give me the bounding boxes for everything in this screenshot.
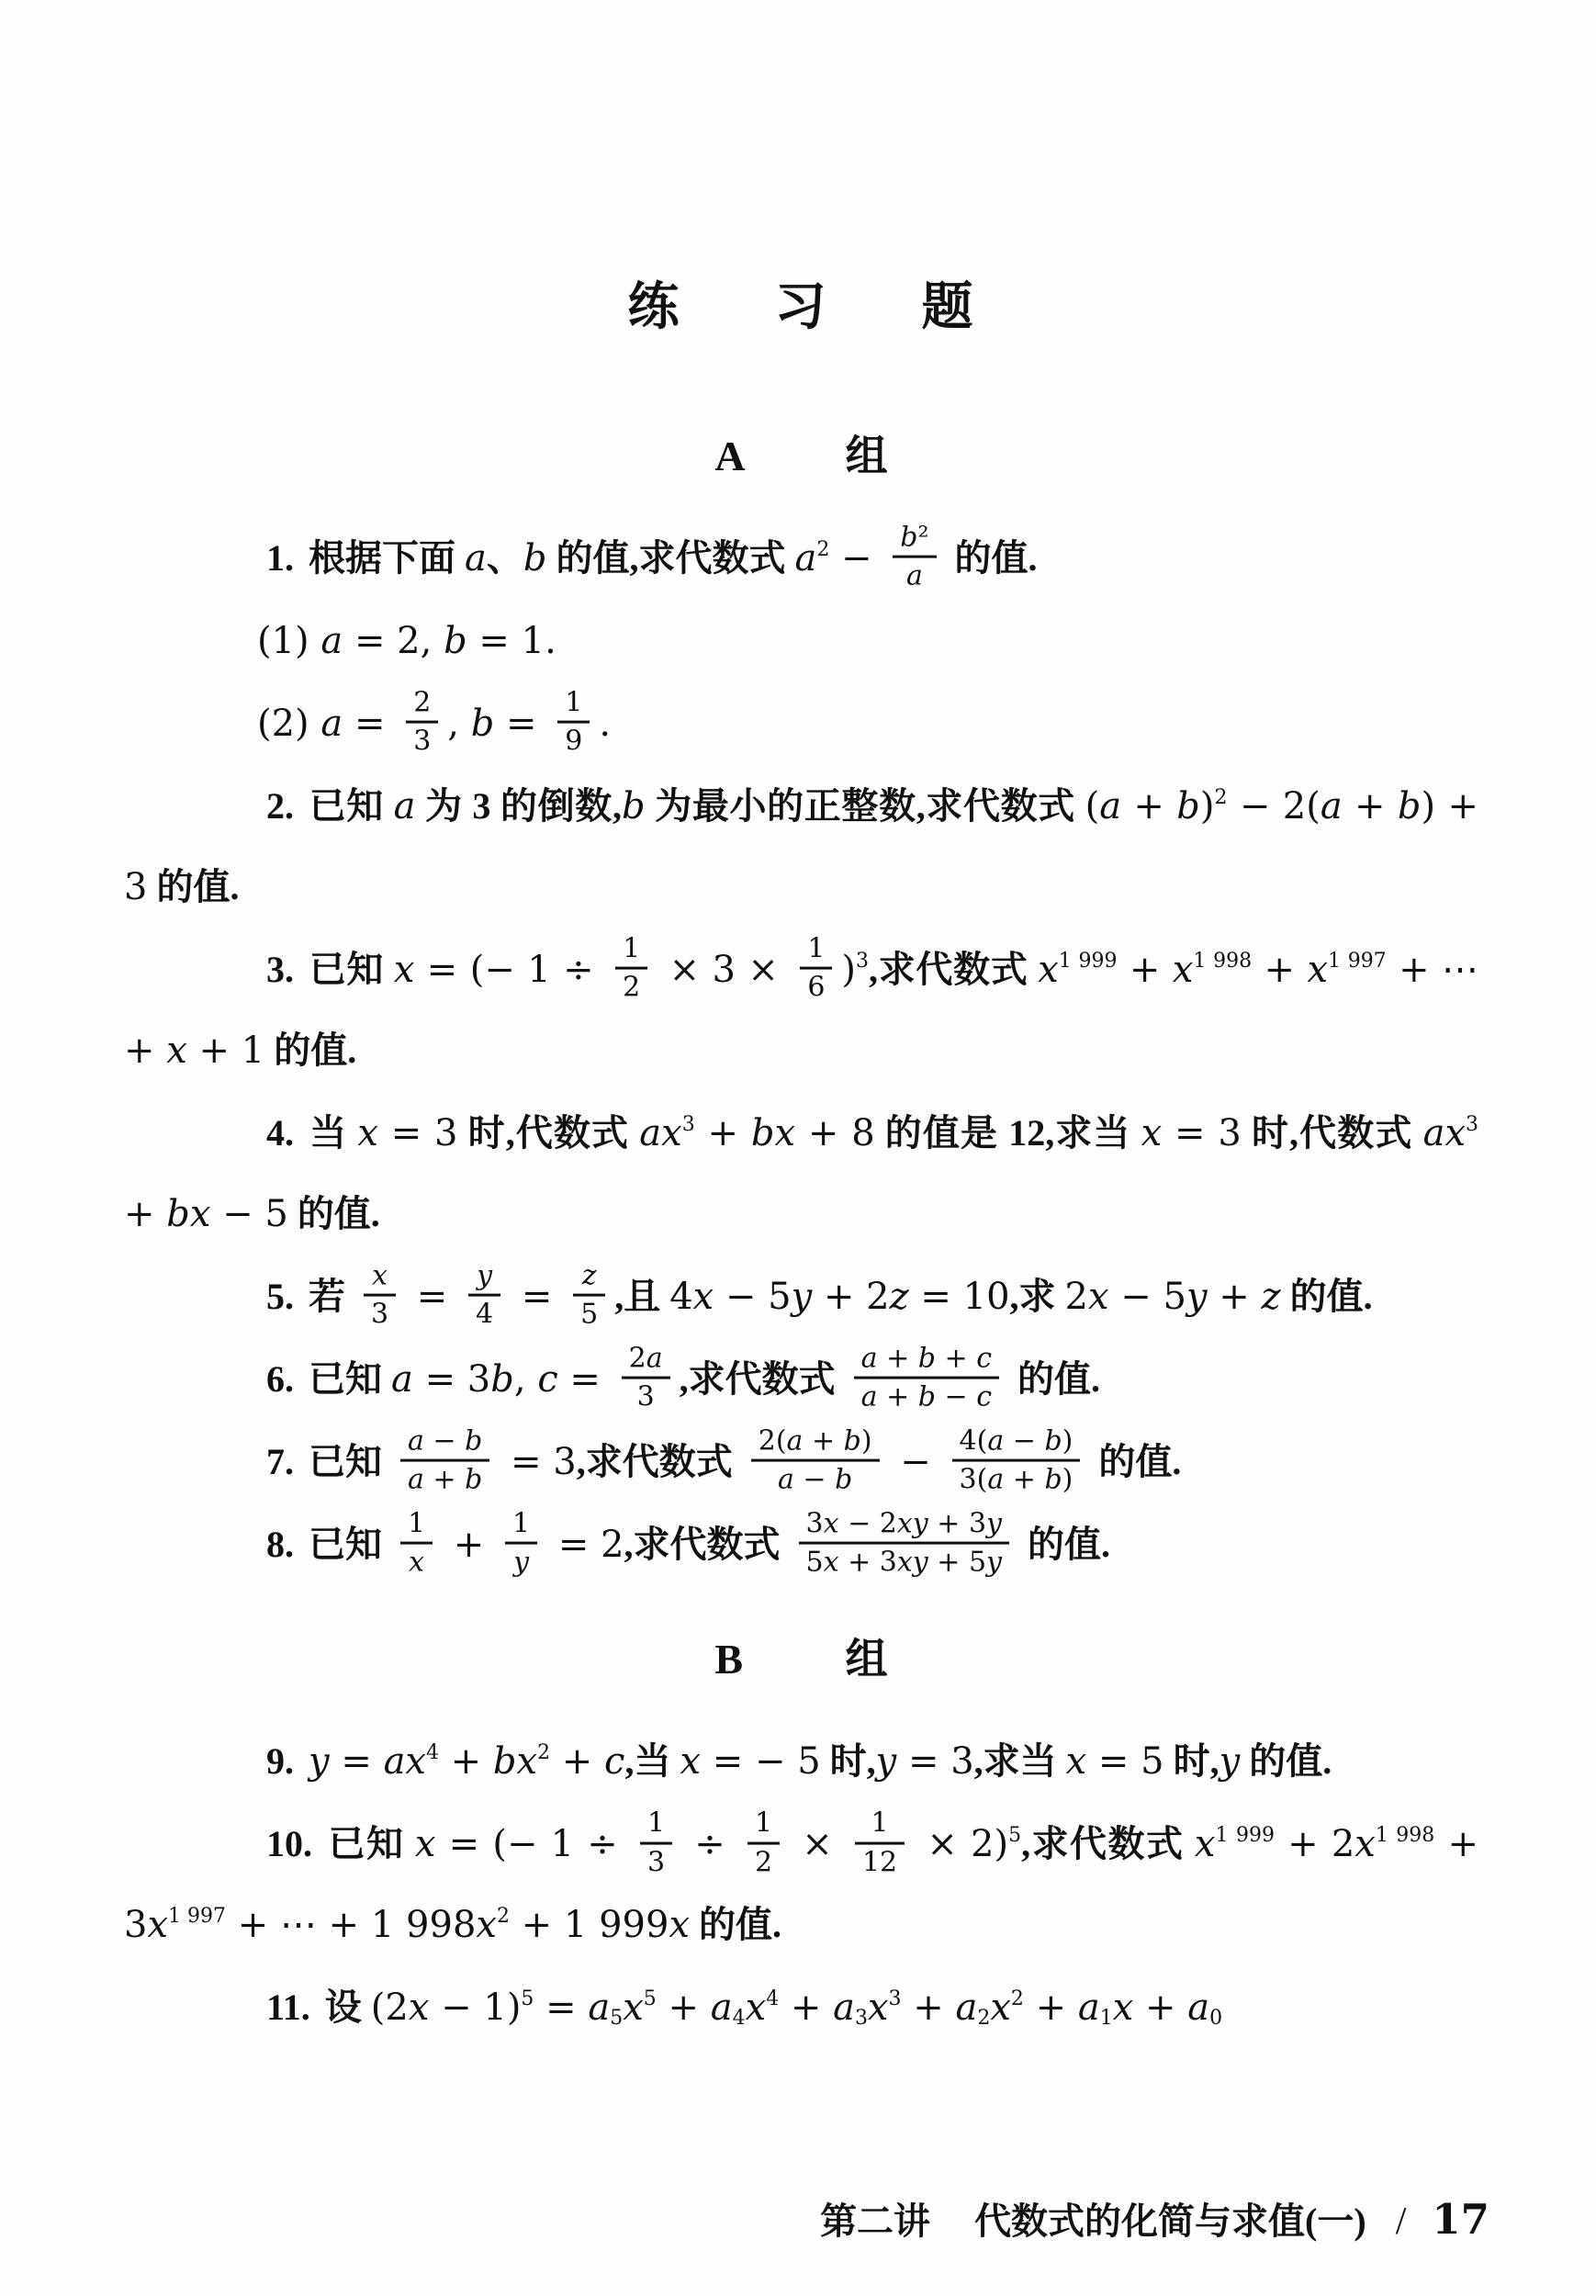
text-run: ,当 [624, 1740, 680, 1783]
problem-5 [124, 1256, 1478, 1337]
footer-page-number: 17 [1432, 2195, 1489, 2244]
problem-number: 9. [266, 1740, 294, 1783]
text-run: ,求 [1009, 1276, 1065, 1318]
footer-slash: / [1395, 2200, 1407, 2243]
fraction-numerator: a − b [400, 1425, 489, 1462]
fraction-denominator: 2 [754, 1846, 773, 1879]
fraction-numerator: 2 [406, 687, 438, 724]
fraction-numerator: 1 [505, 1508, 537, 1545]
text-run: 的值. [1008, 1358, 1101, 1401]
math-run: x [990, 1986, 1011, 2030]
math-run: = a [534, 1986, 611, 2030]
math-run: ) [841, 949, 857, 992]
section-b-problems [124, 1721, 1478, 2048]
math-run: + 1 999x [509, 1904, 690, 1947]
fraction [406, 687, 438, 757]
footer-chapter: 第二讲 [820, 2200, 931, 2242]
superscript: 2 [816, 538, 830, 562]
problem-number: 4. [266, 1112, 294, 1154]
math-run: 4x − 5y + 2z = 10 [669, 1276, 1010, 1319]
math-run: x + a [1112, 1986, 1210, 2030]
fraction-numerator: 3x − 2xy + 3y [799, 1508, 1009, 1545]
text-run: 的值. [147, 866, 240, 908]
text-run: 的值是 12,求当 [874, 1112, 1141, 1154]
math-run: = [405, 1276, 460, 1319]
text-run: 的值,求代数式 [546, 537, 795, 580]
fraction-denominator: 3(a + b) [959, 1464, 1073, 1497]
section-a-problems [124, 518, 1478, 1585]
superscript: 1 997 [168, 1905, 226, 1929]
math-run: x = (− 1 ÷ [414, 1823, 631, 1866]
superscript: 1 999 [1215, 1824, 1275, 1848]
math-run: (1) a = 2, b = 1. [257, 620, 556, 663]
text-run: 已知 [309, 949, 394, 991]
problem-number: 6. [266, 1358, 294, 1401]
problem-10 [124, 1804, 1478, 1965]
superscript: 4 [766, 1987, 780, 2011]
math-run: y = ax [309, 1740, 426, 1784]
problem-11 [124, 1967, 1478, 2048]
math-run: + bx − 5 [124, 1193, 288, 1236]
fraction [400, 1508, 433, 1578]
section-a [124, 422, 1478, 1585]
text-run: 设 [324, 1986, 371, 2029]
text-run: ,求代数式 [576, 1441, 742, 1483]
fraction-numerator: 1 [800, 933, 832, 970]
math-run: + 3x [124, 1823, 1478, 1947]
text-run: ,求代数式 [1021, 1823, 1195, 1865]
text-run: 时,代数式 [457, 1112, 640, 1154]
fraction-numerator: 1 [747, 1808, 780, 1845]
math-run: , b = [447, 703, 549, 746]
math-run: x = 3 [1141, 1112, 1242, 1155]
text-run: 时, [1163, 1740, 1219, 1783]
fraction-denominator: a [905, 560, 923, 593]
footer-chapter-title: 代数式的化简与求值(一) [974, 2200, 1366, 2242]
math-run: ax [1422, 1112, 1466, 1155]
math-run: + [442, 1524, 497, 1567]
section-a-heading: A 组 [714, 433, 888, 479]
math-run: x [745, 1986, 767, 2030]
fraction [640, 1808, 672, 1878]
math-run: × [789, 1823, 846, 1866]
superscript: 1 998 [1375, 1824, 1435, 1848]
problem-6 [124, 1339, 1478, 1420]
page-footer [820, 2192, 1489, 2245]
fraction [893, 522, 936, 591]
subscript: 1 [1099, 2007, 1113, 2031]
text-run: ,且 [614, 1276, 670, 1318]
superscript: 3 [1466, 1113, 1478, 1137]
math-run: b [621, 785, 646, 828]
fraction-numerator: y [468, 1260, 500, 1297]
fraction-denominator: 3 [371, 1299, 389, 1332]
fraction [615, 933, 647, 1003]
problem-2 [124, 766, 1478, 928]
subscript: 3 [854, 2007, 868, 2031]
math-run: = [510, 1276, 565, 1319]
math-run: x = − 5 [680, 1740, 821, 1784]
text-run: ,求代数式 [679, 1358, 845, 1401]
subscript: 2 [977, 2007, 991, 2031]
math-run: x = 3 [357, 1112, 458, 1155]
text-run: 当 [309, 1112, 358, 1154]
fraction [505, 1508, 537, 1578]
text-run: 已知 [309, 785, 394, 827]
problem-number: 5. [266, 1276, 294, 1318]
problem-7 [124, 1422, 1478, 1503]
text-run: ,求代数式 [624, 1524, 790, 1566]
math-run: (a + b) [1085, 785, 1215, 828]
text-run: 的值. [1240, 1740, 1332, 1783]
fraction-denominator: 2 [623, 972, 641, 1005]
math-run: + a [1023, 1986, 1100, 2030]
math-run: + 2x [1274, 1823, 1376, 1866]
math-run: x [1038, 949, 1059, 992]
fraction [400, 1425, 489, 1495]
fraction-denominator: 6 [807, 972, 826, 1005]
fraction-numerator: 2(a + b) [751, 1425, 880, 1462]
text-run: 的值. [945, 537, 1038, 580]
fraction [364, 1260, 396, 1330]
math-run: x = 5 [1065, 1740, 1164, 1784]
fraction-denominator: 12 [861, 1846, 898, 1879]
math-run: a = 3b, c = [391, 1358, 613, 1401]
subscript: 5 [610, 2007, 624, 2031]
fraction-numerator: b² [893, 522, 936, 558]
superscript: 3 [856, 950, 870, 974]
fraction-denominator: a − b [777, 1464, 853, 1497]
superscript: 3 [681, 1113, 695, 1137]
section-b [124, 1626, 1478, 2048]
math-run: ax [639, 1112, 682, 1155]
text-run: 若 [309, 1276, 354, 1318]
math-run: + ⋯ + 1 998x [226, 1904, 497, 1947]
math-run: = 2 [546, 1524, 624, 1567]
math-run: a [465, 537, 487, 580]
text-run: 的值. [1017, 1524, 1110, 1566]
problem-subitem [124, 683, 1478, 764]
problem-number: 8. [266, 1524, 294, 1566]
text-run: 已知 [309, 1441, 391, 1483]
problem-3 [124, 929, 1478, 1091]
problem-8 [124, 1504, 1478, 1585]
math-run: a [794, 537, 817, 580]
fraction [468, 1260, 500, 1330]
text-run: 、 [486, 537, 523, 580]
math-run: − 2(a + b) + 3 [124, 785, 1478, 909]
fraction-denominator: 3 [646, 1846, 666, 1879]
fraction-denominator: 9 [565, 726, 583, 759]
fraction-denominator: y [513, 1547, 530, 1580]
fraction-denominator: 3 [413, 726, 432, 759]
text-run: 已知 [309, 1358, 391, 1401]
problem-number: 10. [266, 1823, 312, 1865]
fraction-denominator: 3 [636, 1381, 655, 1414]
fraction [799, 1508, 1009, 1578]
text-run: 为 3 的倒数, [415, 785, 622, 827]
text-run: 的值. [1089, 1441, 1182, 1483]
math-run: = 3 [499, 1441, 577, 1484]
fraction [854, 1343, 999, 1412]
problem-4 [124, 1093, 1478, 1255]
fraction [855, 1808, 905, 1878]
superscript: 2 [537, 1741, 551, 1765]
problem-number: 1. [266, 537, 294, 580]
math-run: × 2) [914, 1823, 1009, 1866]
fraction-numerator: 1 [640, 1808, 672, 1845]
math-run: + x [1117, 949, 1194, 992]
fraction [557, 687, 590, 757]
problem-1 [124, 518, 1478, 599]
fraction-numerator: x [364, 1260, 396, 1297]
math-run: × 3 × [657, 949, 792, 992]
problem-9 [124, 1721, 1478, 1802]
math-run: + bx + 8 [694, 1112, 875, 1155]
fraction [800, 933, 832, 1003]
fraction [747, 1808, 780, 1878]
math-run: (2x − 1) [370, 1986, 522, 2030]
fraction-numerator: 1 [615, 933, 647, 970]
fraction-numerator: z [573, 1260, 605, 1297]
fraction-numerator: a + b + c [854, 1343, 999, 1379]
math-run: + a [779, 1986, 855, 2030]
superscript: 2 [1214, 786, 1228, 810]
fraction-denominator: 4 [476, 1299, 494, 1332]
math-run: ÷ [681, 1823, 738, 1866]
problem-subitem [124, 601, 1478, 681]
fraction-denominator: a + b [408, 1464, 483, 1497]
superscript: 5 [643, 1987, 657, 2011]
section-b-heading: B 组 [714, 1636, 888, 1683]
superscript: 2 [496, 1905, 510, 1929]
superscript: 2 [1010, 1987, 1024, 2011]
math-run: + ⋯ + x + 1 [124, 949, 1479, 1073]
math-run: + bx [438, 1740, 538, 1784]
math-run: + c [550, 1740, 625, 1784]
page-title: 练 习 题 [627, 279, 975, 336]
math-run: y [1219, 1740, 1241, 1784]
fraction [751, 1425, 880, 1495]
problem-number: 2. [266, 785, 294, 827]
superscript: 1 999 [1058, 950, 1118, 974]
text-run: 根据下面 [309, 537, 465, 580]
superscript: 1 997 [1328, 950, 1387, 974]
superscript: 3 [888, 1987, 902, 2011]
text-run: 的值. [1280, 1276, 1373, 1318]
problem-number: 3. [266, 949, 294, 991]
text-run: 的值. [264, 1030, 357, 1072]
text-run: 时,代数式 [1241, 1112, 1423, 1154]
math-run: 2x − 5y + z [1064, 1276, 1281, 1319]
subscript: 4 [732, 2007, 746, 2031]
math-run: . [599, 703, 612, 746]
fraction-numerator: 4(a − b) [952, 1425, 1081, 1462]
text-run: 的值. [690, 1904, 781, 1946]
fraction-denominator: 5x + 3xy + 5y [805, 1547, 1002, 1580]
fraction-denominator: x [409, 1547, 424, 1580]
problem-number: 11. [266, 1986, 310, 2029]
math-run: + a [656, 1986, 733, 2030]
fraction [952, 1425, 1081, 1495]
text-run: 已知 [309, 1524, 391, 1566]
superscript: 5 [1008, 1824, 1022, 1848]
fraction-numerator: 2a [622, 1343, 670, 1379]
fraction [622, 1343, 670, 1412]
math-run: (2) a = [257, 703, 398, 746]
math-run: x [1194, 1823, 1216, 1866]
superscript: 4 [425, 1741, 439, 1765]
text-run: 的值. [287, 1193, 380, 1235]
problem-number: 7. [266, 1441, 294, 1483]
text-run: ,求代数式 [869, 949, 1039, 991]
fraction-denominator: 5 [580, 1299, 599, 1332]
fraction-numerator: 1 [557, 687, 590, 724]
math-run: y = 3 [875, 1740, 974, 1784]
math-run: x [867, 1986, 889, 2030]
fraction-denominator: a + b − c [860, 1381, 993, 1414]
math-run: − [888, 1441, 943, 1484]
text-run: 为最小的正整数,求代数式 [645, 785, 1085, 827]
text-run: 时, [820, 1740, 876, 1783]
text-run: 已知 [327, 1823, 415, 1865]
math-run: x [623, 1986, 644, 2030]
superscript: 5 [521, 1987, 534, 2011]
math-run: − [829, 537, 884, 580]
math-run: + x [1252, 949, 1328, 992]
math-run: a [393, 785, 416, 828]
superscript: 1 998 [1193, 950, 1253, 974]
subscript: 0 [1209, 2007, 1223, 2031]
text-run: ,求当 [973, 1740, 1066, 1783]
math-run: b [523, 537, 547, 580]
fraction [573, 1260, 605, 1330]
fraction-numerator: 1 [855, 1808, 905, 1845]
fraction-numerator: 1 [400, 1508, 433, 1545]
math-run: x = (− 1 ÷ [393, 949, 607, 992]
math-run: + a [901, 1986, 978, 2030]
